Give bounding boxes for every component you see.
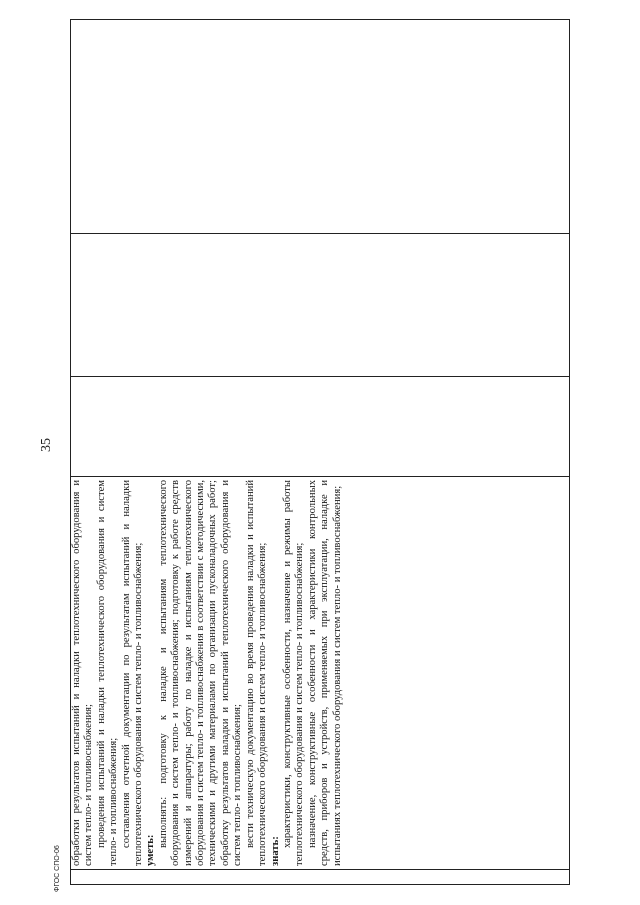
- table-cell-empty: [71, 234, 570, 377]
- paragraph: выполнять: подготовку к наладке и испытаниям теплотехнического оборудования и систем тепло- и топливоснабжения; подготовку к работе средств измерений и аппаратуры; работу по наладке и испытаниям теплотехнического оборудования и систем тепло- и топливоснабжения в соответствии с методическими, техническими и другими материалами по организации пусконаладочных работ; обработку результатов наладки и испытаний теплотехнического оборудования и систем тепло- и топливоснабжения;: [157, 480, 244, 866]
- content-text: [71, 477, 344, 869]
- paragraph: проведения испытаний и наладки теплотехнического оборудования и систем тепло- и топливоснабжения;: [95, 480, 120, 866]
- table-cell-content: [71, 477, 570, 870]
- rotated-table-area: [70, 25, 570, 885]
- table-cell-empty: [71, 377, 570, 477]
- paragraph: вести техническую документацию во время проведения наладки и испытаний теплотехнического оборудования и систем тепло- и топливоснабжения;: [244, 480, 269, 866]
- competency-table: [70, 19, 570, 885]
- table-cell-index: [71, 870, 570, 885]
- paragraph: назначение, конструктивные особенности и характеристики контрольных средств, приборов и устройств, применяемых при эксплуатации, наладке и испытаниях теплотехнического оборудования и систем тепло- и топливоснабжения;: [306, 480, 343, 866]
- paragraph: составления отчетной документации по результатам испытаний и наладки теплотехнического оборудования и систем тепло- и топливоснабжения;: [120, 480, 145, 866]
- section-heading: уметь:: [145, 834, 157, 866]
- table-cell-empty: [71, 20, 570, 234]
- section-heading: знать:: [269, 836, 281, 866]
- page-number: 35: [39, 438, 54, 452]
- table-row: [71, 20, 570, 885]
- paragraph: обработки результатов испытаний и наладки теплотехнического оборудования и систем тепло- и топливоснабжения;: [71, 480, 95, 866]
- paragraph: характеристики, конструктивные особенности, назначение и режимы работы теплотехнического оборудования и систем тепло- и топливоснабжения;: [281, 480, 306, 866]
- footer-code: ФГОС СПО-06: [54, 845, 61, 892]
